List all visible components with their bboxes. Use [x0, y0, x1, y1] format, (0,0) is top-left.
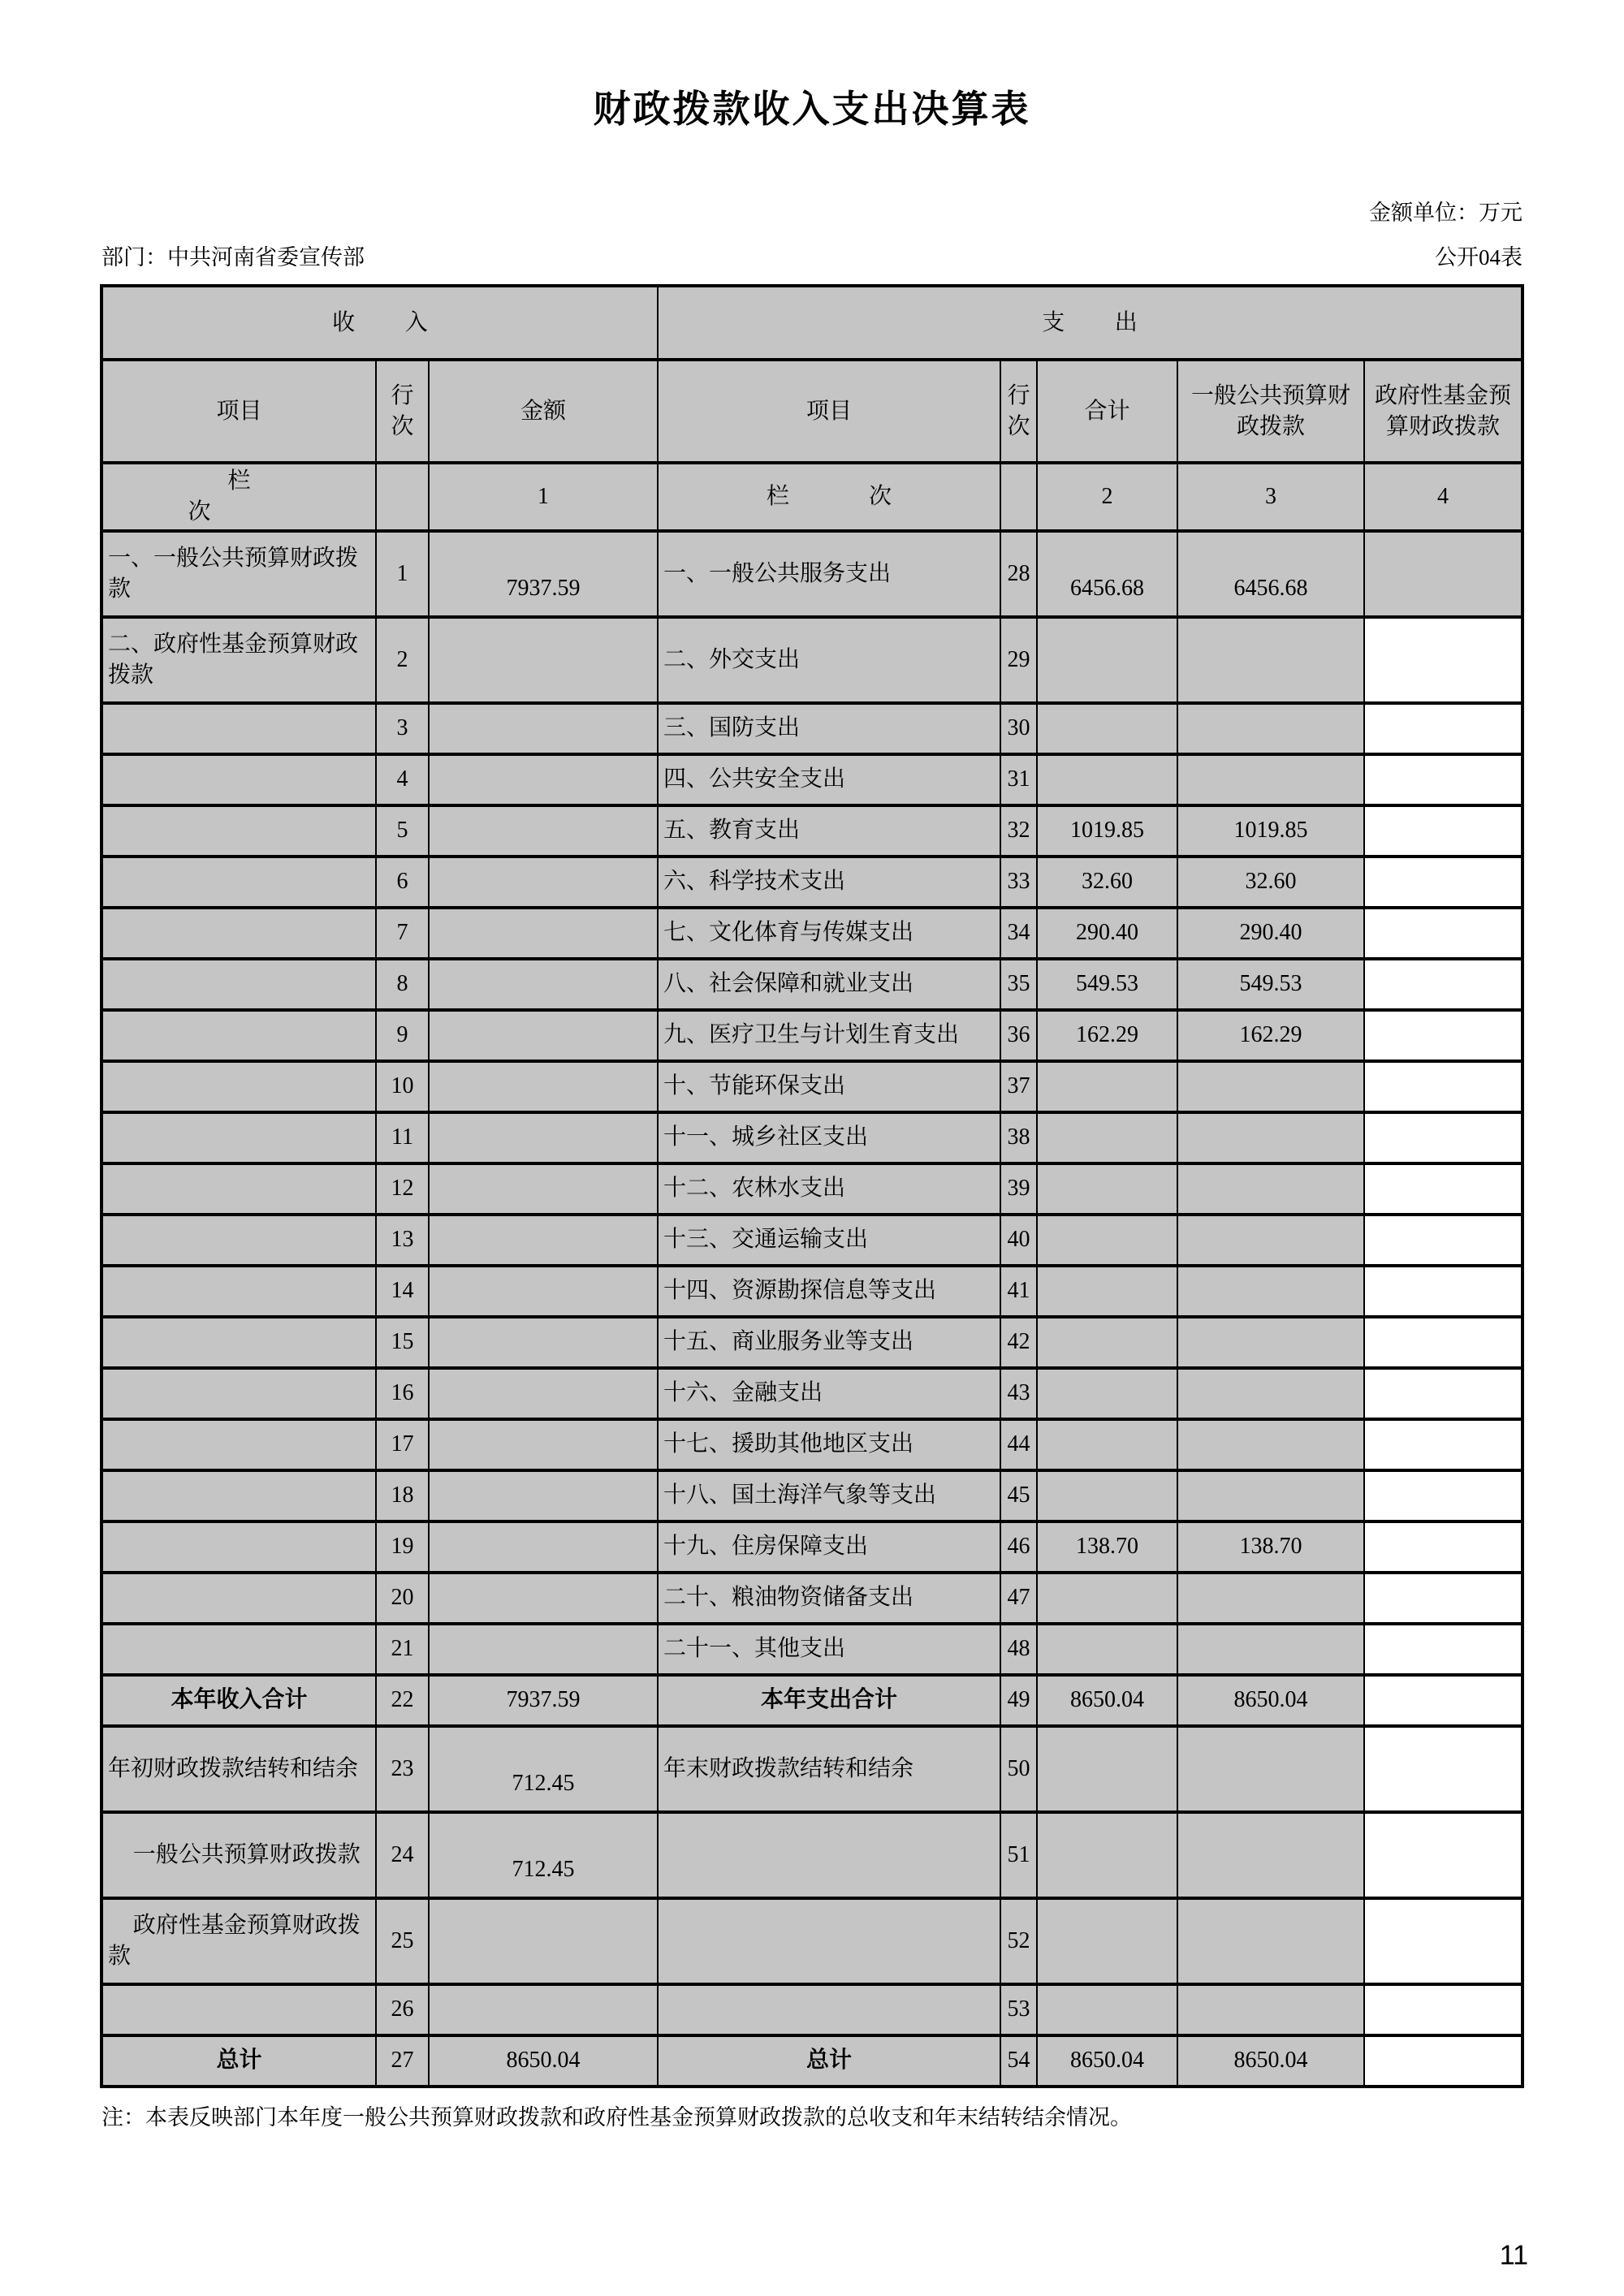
expense-grid-line-cell [1000, 463, 1037, 531]
total-cell [1037, 1368, 1177, 1419]
income-item-cell: 总计 [102, 2035, 376, 2087]
general-budget-cell [1177, 1112, 1364, 1163]
table-row [102, 1984, 1522, 2035]
gov-fund-cell [1364, 617, 1522, 703]
expense-item-cell: 十、节能环保支出 [658, 1061, 1000, 1112]
income-line-cell: 20 [376, 1573, 429, 1624]
table-row [102, 1010, 1522, 1061]
department-label: 部门：中共河南省委宣传部 [102, 245, 365, 270]
income-amount-cell [429, 1163, 658, 1215]
total-cell [1037, 1898, 1177, 1984]
expense-line-cell: 49 [1000, 1675, 1037, 1726]
expense-line-cell: 40 [1000, 1215, 1037, 1266]
table-row [102, 617, 1522, 703]
total-cell [1037, 1812, 1177, 1898]
total-cell [1037, 1573, 1177, 1624]
income-line-cell: 10 [376, 1061, 429, 1112]
general-budget-cell: 290.40 [1177, 908, 1364, 959]
income-item-cell [102, 1010, 376, 1061]
table-row [102, 1470, 1522, 1521]
income-line-cell: 13 [376, 1215, 429, 1266]
unit-note: 金额单位：万元 [1369, 201, 1522, 225]
table-row [102, 1061, 1522, 1112]
expense-line-cell: 31 [1000, 754, 1037, 805]
expense-item-cell: 十七、援助其他地区支出 [658, 1419, 1000, 1470]
department-row [102, 240, 1522, 271]
income-amount-cell [429, 703, 658, 754]
grid-number-row [102, 463, 1522, 531]
income-line-cell: 15 [376, 1317, 429, 1368]
income-amount-cell [429, 1573, 658, 1624]
expense-item-cell: 二十、粮油物资储备支出 [658, 1573, 1000, 1624]
gov-fund-cell [1364, 1984, 1522, 2035]
income-line-cell: 11 [376, 1112, 429, 1163]
table-row [102, 1112, 1522, 1163]
income-grid-line-cell [376, 463, 429, 531]
table-row [102, 531, 1522, 617]
expense-grid-label: 栏次 [658, 463, 1000, 531]
gov-fund-header: 政府性基金预算财政拨款 [1364, 360, 1522, 463]
income-item-cell [102, 1624, 376, 1675]
income-amount-cell: 712.45 [429, 1812, 658, 1898]
expense-item-cell [658, 1812, 1000, 1898]
income-amount-cell [429, 1624, 658, 1675]
expense-line-cell: 48 [1000, 1624, 1037, 1675]
total-cell [1037, 1726, 1177, 1812]
expense-item-cell: 三、国防支出 [658, 703, 1000, 754]
gov-fund-cell [1364, 1266, 1522, 1317]
income-line-cell: 23 [376, 1726, 429, 1812]
total-cell: 1019.85 [1037, 805, 1177, 857]
general-budget-cell [1177, 1812, 1364, 1898]
income-amount-cell [429, 1266, 658, 1317]
income-amount-cell [429, 857, 658, 908]
gov-fund-cell [1364, 1470, 1522, 1521]
expense-item-cell: 十五、商业服务业等支出 [658, 1317, 1000, 1368]
expense-item-cell [658, 1898, 1000, 1984]
total-cell [1037, 754, 1177, 805]
gov-fund-cell [1364, 1112, 1522, 1163]
expense-line-cell: 41 [1000, 1266, 1037, 1317]
income-line-cell: 24 [376, 1812, 429, 1898]
expense-item-cell: 总计 [658, 2035, 1000, 2087]
total-cell: 6456.68 [1037, 531, 1177, 617]
income-amount-cell [429, 1368, 658, 1419]
gov-fund-cell [1364, 531, 1522, 617]
gov-fund-cell [1364, 1675, 1522, 1726]
income-amount-cell [429, 617, 658, 703]
table-row [102, 754, 1522, 805]
expense-line-cell: 46 [1000, 1521, 1037, 1573]
expense-item-cell: 二、外交支出 [658, 617, 1000, 703]
income-item-cell [102, 1317, 376, 1368]
income-item-cell [102, 1573, 376, 1624]
total-cell: 32.60 [1037, 857, 1177, 908]
total-cell: 138.70 [1037, 1521, 1177, 1573]
income-item-cell: 一、一般公共预算财政拨款 [102, 531, 376, 617]
general-budget-cell [1177, 1163, 1364, 1215]
income-item-cell [102, 805, 376, 857]
expense-item-cell: 四、公共安全支出 [658, 754, 1000, 805]
income-item-cell [102, 1368, 376, 1419]
gov-fund-cell [1364, 1419, 1522, 1470]
income-amount-cell [429, 1010, 658, 1061]
table-code: 公开04表 [1435, 245, 1522, 270]
income-amount-cell [429, 1112, 658, 1163]
income-item-cell [102, 1163, 376, 1215]
expense-line-cell: 52 [1000, 1898, 1037, 1984]
gov-fund-cell [1364, 1726, 1522, 1812]
income-amount-cell [429, 959, 658, 1010]
total-cell [1037, 1061, 1177, 1112]
expense-line-cell: 39 [1000, 1163, 1037, 1215]
page-title: 财政拨款收入支出决算表 [593, 88, 1031, 130]
expense-line-cell: 33 [1000, 857, 1037, 908]
expense-line-cell: 32 [1000, 805, 1037, 857]
general-budget-cell: 138.70 [1177, 1521, 1364, 1573]
table-row [102, 703, 1522, 754]
general-budget-cell [1177, 1624, 1364, 1675]
expense-line-cell: 34 [1000, 908, 1037, 959]
total-cell [1037, 1112, 1177, 1163]
income-item-cell [102, 754, 376, 805]
income-line-header: 行次 [376, 360, 429, 463]
total-cell [1037, 1624, 1177, 1675]
total-cell [1037, 1215, 1177, 1266]
income-amount-cell [429, 1470, 658, 1521]
expense-line-cell: 37 [1000, 1061, 1037, 1112]
general-budget-cell: 162.29 [1177, 1010, 1364, 1061]
total-cell: 290.40 [1037, 908, 1177, 959]
general-budget-cell [1177, 1317, 1364, 1368]
income-line-cell: 25 [376, 1898, 429, 1984]
general-budget-cell: 32.60 [1177, 857, 1364, 908]
expense-item-cell: 本年支出合计 [658, 1675, 1000, 1726]
table-row [102, 1898, 1522, 1984]
gov-fund-cell [1364, 857, 1522, 908]
income-line-cell: 27 [376, 2035, 429, 2087]
income-amount-cell [429, 1419, 658, 1470]
income-line-cell: 1 [376, 531, 429, 617]
income-item-cell [102, 1521, 376, 1573]
income-item-cell [102, 1061, 376, 1112]
income-item-cell [102, 959, 376, 1010]
gov-fund-cell [1364, 1163, 1522, 1215]
table-row [102, 1726, 1522, 1812]
page-number: 11 [1499, 2240, 1528, 2271]
general-budget-cell: 549.53 [1177, 959, 1364, 1010]
gov-fund-cell [1364, 1368, 1522, 1419]
table-body [102, 531, 1522, 2087]
general-budget-cell [1177, 1898, 1364, 1984]
income-line-cell: 12 [376, 1163, 429, 1215]
expense-line-cell: 42 [1000, 1317, 1037, 1368]
gov-fund-cell [1364, 2035, 1522, 2087]
expense-line-header: 行次 [1000, 360, 1037, 463]
income-line-cell: 21 [376, 1624, 429, 1675]
expense-item-cell: 十四、资源勘探信息等支出 [658, 1266, 1000, 1317]
total-cell [1037, 1317, 1177, 1368]
general-budget-cell [1177, 754, 1364, 805]
expense-line-cell: 45 [1000, 1470, 1037, 1521]
income-item-cell [102, 1266, 376, 1317]
income-amount-cell [429, 1215, 658, 1266]
section-header-row [102, 286, 1522, 360]
income-line-cell: 22 [376, 1675, 429, 1726]
total-cell [1037, 617, 1177, 703]
income-item-cell [102, 703, 376, 754]
total-cell: 8650.04 [1037, 1675, 1177, 1726]
general-budget-cell [1177, 1215, 1364, 1266]
table-row [102, 1521, 1522, 1573]
income-grid-label: 栏次 [102, 463, 376, 531]
income-line-cell: 18 [376, 1470, 429, 1521]
general-budget-cell [1177, 617, 1364, 703]
income-amount-cell [429, 908, 658, 959]
gov-fund-cell [1364, 1061, 1522, 1112]
expense-line-cell: 53 [1000, 1984, 1037, 2035]
expense-line-cell: 54 [1000, 2035, 1037, 2087]
total-cell [1037, 1419, 1177, 1470]
expense-line-cell: 47 [1000, 1573, 1037, 1624]
expense-item-cell: 十一、城乡社区支出 [658, 1112, 1000, 1163]
income-item-cell [102, 857, 376, 908]
total-cell [1037, 1470, 1177, 1521]
total-cell [1037, 1266, 1177, 1317]
expense-item-cell: 六、科学技术支出 [658, 857, 1000, 908]
income-amount-cell: 8650.04 [429, 2035, 658, 2087]
total-cell: 162.29 [1037, 1010, 1177, 1061]
table-row [102, 1266, 1522, 1317]
fiscal-table [100, 284, 1524, 2088]
income-item-cell: 年初财政拨款结转和结余 [102, 1726, 376, 1812]
expense-line-cell: 35 [1000, 959, 1037, 1010]
gov-fund-cell [1364, 754, 1522, 805]
table-row [102, 1675, 1522, 1726]
expense-item-cell: 一、一般公共服务支出 [658, 531, 1000, 617]
expense-item-cell [658, 1984, 1000, 2035]
table-row [102, 857, 1522, 908]
income-amount-cell [429, 754, 658, 805]
total-cell: 8650.04 [1037, 2035, 1177, 2087]
gov-fund-cell [1364, 1898, 1522, 1984]
total-cell [1037, 1984, 1177, 2035]
table-row [102, 959, 1522, 1010]
income-amount-cell [429, 1984, 658, 2035]
general-budget-cell [1177, 1368, 1364, 1419]
income-amount-cell [429, 1521, 658, 1573]
gov-fund-cell [1364, 1215, 1522, 1266]
income-line-cell: 9 [376, 1010, 429, 1061]
general-budget-header: 一般公共预算财政拨款 [1177, 360, 1364, 463]
gov-fund-cell [1364, 1521, 1522, 1573]
expense-item-cell: 五、教育支出 [658, 805, 1000, 857]
gov-fund-cell [1364, 805, 1522, 857]
expense-line-cell: 28 [1000, 531, 1037, 617]
income-line-cell: 6 [376, 857, 429, 908]
table-row [102, 1368, 1522, 1419]
income-line-cell: 7 [376, 908, 429, 959]
gov-fund-cell [1364, 1010, 1522, 1061]
expense-item-cell: 八、社会保障和就业支出 [658, 959, 1000, 1010]
expense-line-cell: 43 [1000, 1368, 1037, 1419]
total-cell [1037, 703, 1177, 754]
general-budget-cell [1177, 1573, 1364, 1624]
expense-item-cell: 十六、金融支出 [658, 1368, 1000, 1419]
income-item-cell [102, 1112, 376, 1163]
gov-fund-cell [1364, 908, 1522, 959]
expense-section-header: 支出 [658, 286, 1522, 360]
expense-line-cell: 44 [1000, 1419, 1037, 1470]
income-amount-cell [429, 1317, 658, 1368]
income-line-cell: 26 [376, 1984, 429, 2035]
income-item-cell: 二、政府性基金预算财政拨款 [102, 617, 376, 703]
expense-item-header: 项目 [658, 360, 1000, 463]
income-section-header: 收入 [102, 286, 658, 360]
income-line-cell: 14 [376, 1266, 429, 1317]
total-header: 合计 [1037, 360, 1177, 463]
table-row [102, 908, 1522, 959]
expense-line-cell: 36 [1000, 1010, 1037, 1061]
gov-fund-cell [1364, 1317, 1522, 1368]
income-amount-cell: 712.45 [429, 1726, 658, 1812]
expense-item-cell: 二十一、其他支出 [658, 1624, 1000, 1675]
table-row [102, 1573, 1522, 1624]
income-amount-cell: 7937.59 [429, 531, 658, 617]
gov-fund-cell [1364, 1624, 1522, 1675]
expense-line-cell: 50 [1000, 1726, 1037, 1812]
general-budget-cell: 8650.04 [1177, 1675, 1364, 1726]
income-grid-amount-no: 1 [429, 463, 658, 531]
expense-item-cell: 十八、国土海洋气象等支出 [658, 1470, 1000, 1521]
general-budget-cell [1177, 1266, 1364, 1317]
footnote: 注：本表反映部门本年度一般公共预算财政拨款和政府性基金预算财政拨款的总收支和年末结转结余情况。 [102, 2104, 1132, 2130]
income-line-cell: 5 [376, 805, 429, 857]
total-cell: 549.53 [1037, 959, 1177, 1010]
general-budget-cell [1177, 1419, 1364, 1470]
income-item-cell [102, 1215, 376, 1266]
income-item-cell: 一般公共预算财政拨款 [102, 1812, 376, 1898]
table-row [102, 805, 1522, 857]
income-line-cell: 16 [376, 1368, 429, 1419]
table-row [102, 1812, 1522, 1898]
table-row [102, 1163, 1522, 1215]
expense-item-cell: 年末财政拨款结转和结余 [658, 1726, 1000, 1812]
table-row [102, 2035, 1522, 2087]
general-budget-cell [1177, 1061, 1364, 1112]
income-item-cell [102, 1984, 376, 2035]
gov-fund-cell [1364, 959, 1522, 1010]
general-budget-cell [1177, 1984, 1364, 2035]
table-row [102, 1419, 1522, 1470]
grid-fund-no: 4 [1364, 463, 1522, 531]
expense-item-cell: 十九、住房保障支出 [658, 1521, 1000, 1573]
income-amount-cell: 7937.59 [429, 1675, 658, 1726]
gov-fund-cell [1364, 1812, 1522, 1898]
expense-item-cell: 十三、交通运输支出 [658, 1215, 1000, 1266]
general-budget-cell: 8650.04 [1177, 2035, 1364, 2087]
expense-line-cell: 51 [1000, 1812, 1037, 1898]
general-budget-cell: 6456.68 [1177, 531, 1364, 617]
income-line-cell: 17 [376, 1419, 429, 1470]
general-budget-cell [1177, 1726, 1364, 1812]
expense-line-cell: 38 [1000, 1112, 1037, 1163]
income-amount-header: 金额 [429, 360, 658, 463]
general-budget-cell: 1019.85 [1177, 805, 1364, 857]
income-item-cell: 政府性基金预算财政拨款 [102, 1898, 376, 1984]
table-row [102, 1215, 1522, 1266]
general-budget-cell [1177, 703, 1364, 754]
income-item-cell [102, 908, 376, 959]
expense-item-cell: 七、文化体育与传媒支出 [658, 908, 1000, 959]
expense-line-cell: 29 [1000, 617, 1037, 703]
income-line-cell: 19 [376, 1521, 429, 1573]
income-line-cell: 8 [376, 959, 429, 1010]
grid-total-no: 2 [1037, 463, 1177, 531]
income-amount-cell [429, 1898, 658, 1984]
gov-fund-cell [1364, 1573, 1522, 1624]
general-budget-cell [1177, 1470, 1364, 1521]
expense-item-cell: 十二、农林水支出 [658, 1163, 1000, 1215]
gov-fund-cell [1364, 703, 1522, 754]
grid-general-no: 3 [1177, 463, 1364, 531]
total-cell [1037, 1163, 1177, 1215]
table-row [102, 1624, 1522, 1675]
income-item-cell [102, 1470, 376, 1521]
table-row [102, 1317, 1522, 1368]
column-header-row [102, 360, 1522, 463]
income-line-cell: 4 [376, 754, 429, 805]
expense-item-cell: 九、医疗卫生与计划生育支出 [658, 1010, 1000, 1061]
income-amount-cell [429, 805, 658, 857]
income-item-header: 项目 [102, 360, 376, 463]
income-item-cell: 本年收入合计 [102, 1675, 376, 1726]
income-amount-cell [429, 1061, 658, 1112]
income-line-cell: 2 [376, 617, 429, 703]
expense-line-cell: 30 [1000, 703, 1037, 754]
income-line-cell: 3 [376, 703, 429, 754]
income-item-cell [102, 1419, 376, 1470]
